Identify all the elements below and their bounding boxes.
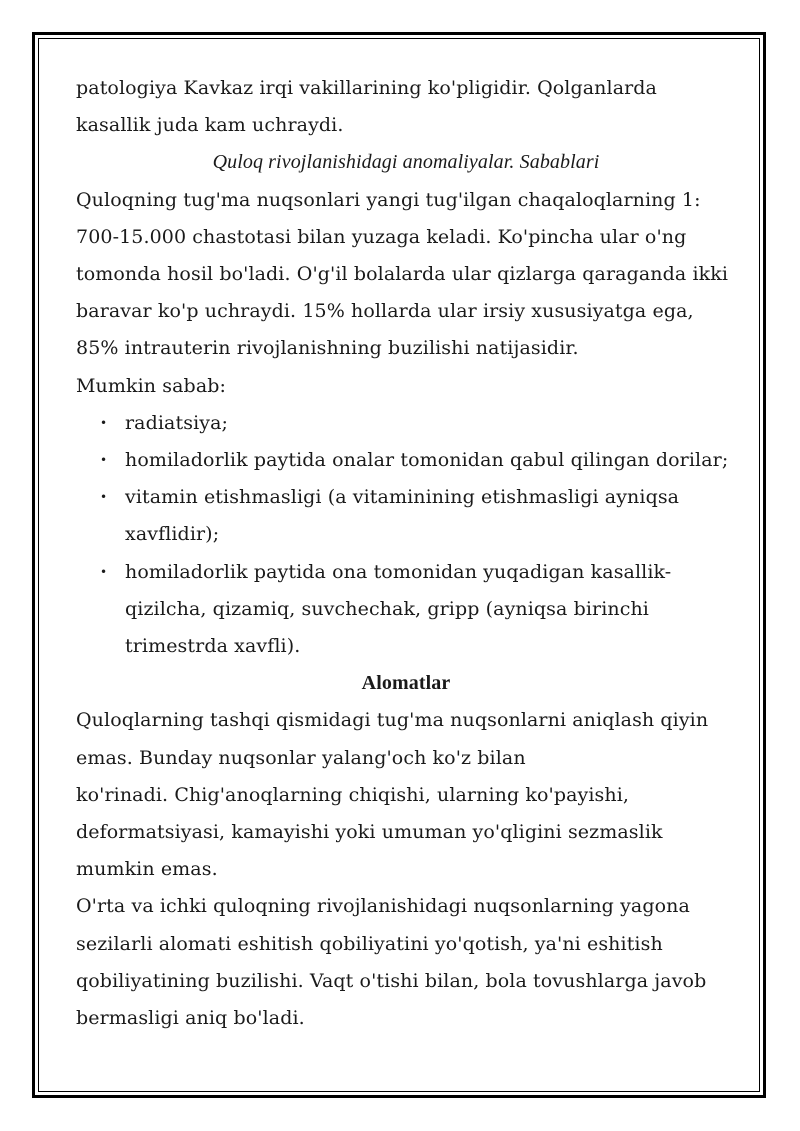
bullet-icon: • bbox=[100, 490, 108, 505]
text-line: qizilcha, qizamiq, suvchechak, gripp (ayniqsa birinchi bbox=[125, 597, 649, 620]
list-item bbox=[76, 479, 736, 553]
text-line: patologiya Kavkaz irqi vakillarining ko'pligidir. Qolganlarda bbox=[76, 77, 657, 99]
paragraph-frequency bbox=[76, 182, 736, 368]
text-line: homiladorlik paytida ona tomonidan yuqadigan kasallik- bbox=[125, 560, 672, 583]
document-body bbox=[76, 70, 736, 1037]
bullet-icon: • bbox=[100, 564, 108, 579]
list-item bbox=[76, 442, 736, 479]
paragraph-hearing-loss bbox=[76, 888, 736, 1037]
text-line: trimestrda xavfli). bbox=[125, 635, 301, 658]
text-line: ko'rinadi. Chig'anoqlarning chiqishi, ularning ko'payishi, bbox=[76, 783, 630, 806]
bullet-icon: • bbox=[100, 415, 108, 430]
text-line: Quloqning tug'ma nuqsonlari yangi tug'ilgan chaqaloqlarning 1: bbox=[76, 188, 701, 211]
causes-list bbox=[76, 405, 736, 665]
text-line: deformatsiyasi, kamayishi yoki umuman yo'qligini sezmaslik bbox=[76, 821, 663, 844]
text-line: 700-15.000 chastotasi bilan yuzaga keladi. Ko'pincha ular o'ng bbox=[76, 225, 687, 248]
text-line: mumkin emas. bbox=[76, 858, 218, 881]
paragraph-intro bbox=[76, 70, 736, 144]
paragraph-external-defects bbox=[76, 702, 736, 888]
text-line: emas. Bunday nuqsonlar yalang'och ko'z bilan bbox=[76, 746, 526, 769]
list-item bbox=[76, 554, 736, 666]
text-line: tomonda hosil bo'ladi. O'g'il bolalarda ular qizlarga qaraganda ikki bbox=[76, 263, 729, 286]
text-line: sezilarli alomati eshitish qobiliyatini yo'qotish, ya'ni eshitish bbox=[76, 932, 663, 955]
text-line: O'rta va ichki quloqning rivojlanishidagi nuqsonlarning yagona bbox=[76, 895, 690, 918]
text-line: homiladorlik paytida onalar tomonidan qabul qilingan dorilar; bbox=[125, 449, 729, 472]
text-line: Quloqlarning tashqi qismidagi tug'ma nuqsonlarni aniqlash qiyin bbox=[76, 709, 709, 732]
causes-label: Mumkin sabab: bbox=[76, 374, 227, 397]
text-line: 85% intrauterin rivojlanishning buzilishi natijasidir. bbox=[76, 337, 579, 360]
text-line: baravar ko'p uchraydi. 15% hollarda ular irsiy xususiyatga ega, bbox=[76, 300, 694, 323]
section-heading-symptoms: Alomatlar bbox=[361, 672, 451, 695]
text-line: xavflidir); bbox=[125, 523, 220, 546]
text-line: vitamin etishmasligi (a vitaminining etishmasligi ayniqsa bbox=[125, 486, 680, 509]
text-line: qobiliyatining buzilishi. Vaqt o'tishi bilan, bola tovushlarga javob bbox=[76, 969, 707, 992]
section-heading-anomalies: Quloq rivojlanishidagi anomaliyalar. Sabablari bbox=[212, 151, 600, 174]
text-line: radiatsiya; bbox=[125, 411, 229, 434]
text-line: kasallik juda kam uchraydi. bbox=[76, 114, 344, 137]
list-item bbox=[76, 405, 736, 442]
bullet-icon: • bbox=[100, 453, 108, 468]
text-line: bermasligi aniq bo'ladi. bbox=[76, 1007, 305, 1030]
